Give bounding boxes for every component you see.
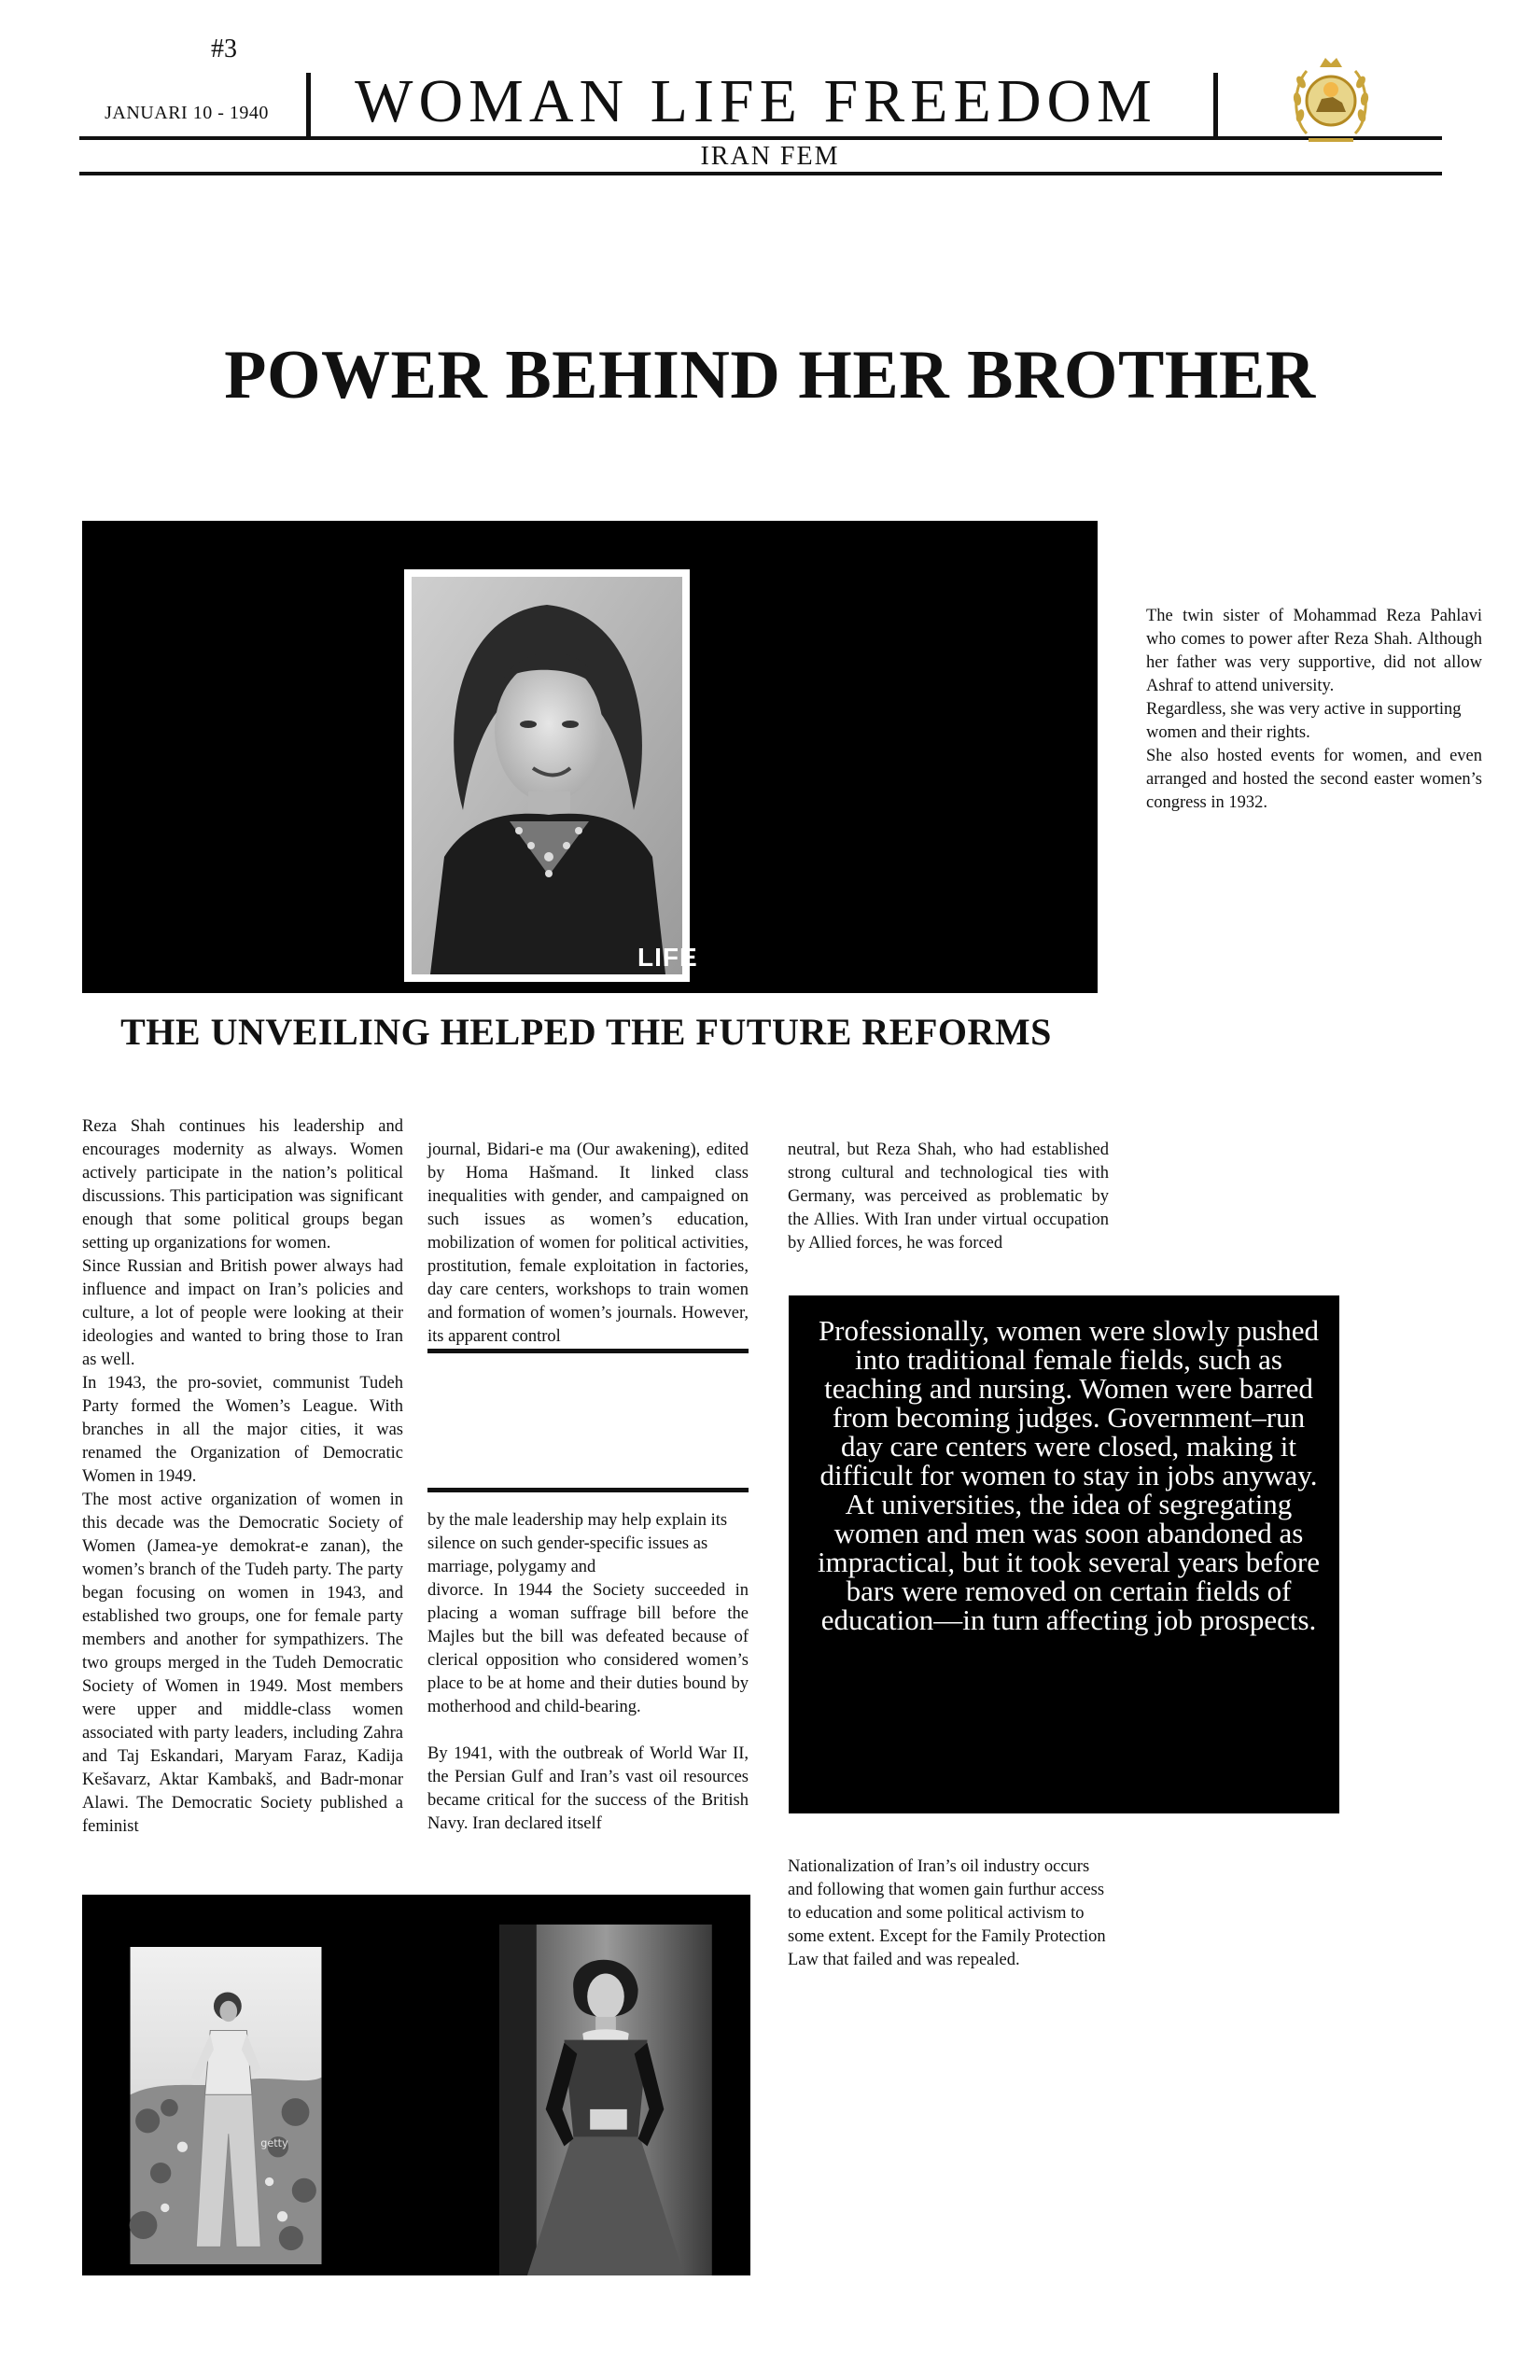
column-paragraph: Nationalization of Iran’s oil industry occurs and following that women gain furthur access to education and some political activism to some extent. Except for the Family Protection Law that failed and was repealed. <box>788 1857 1106 1969</box>
masthead-subtitle: IRAN FEM <box>700 142 840 171</box>
column-paragraph: by the male leadership may help explain its silence on such gender-specific issues as marriage, polygamy and <box>427 1511 728 1576</box>
life-watermark: LIFE <box>637 943 698 972</box>
column-paragraph: In 1943, the pro-soviet, communist Tudeh Party formed the Women’s League. With branches in all the major cities, it was renamed the Organization of Democratic Women in 1949. <box>82 1374 403 1486</box>
column-paragraph: Reza Shah continues his leadership and encourages modernity as always. Women actively participate in the nation’s political discussions. This participation was significant enough that some political groups began setting up organizations for women. <box>82 1117 403 1253</box>
bottom-photo-panel <box>82 1895 750 2275</box>
portrait-photo-frame <box>404 569 698 982</box>
article-column-2-top <box>427 1139 749 1349</box>
portrait-photo <box>412 577 682 974</box>
article-column-1 <box>82 1115 403 1839</box>
column-paragraph: journal, Bidari-e ma (Our awakening), edited by Homa Hašmand. It linked class inequalities with gender, and campaigned on such issues as women’s education, mobilization of women for political activities, prostitution, female exploitation in factories, day care centers, workshops to train women and formation of women’s journals. However, its apparent control <box>427 1141 749 1346</box>
article-column-3-bottom <box>788 1855 1109 1972</box>
column-paragraph: neutral, but Reza Shah, who had established strong cultural and technological ties with Germany, was perceived as problematic by the Allies. With Iran under virtual occupation by Allied forces, he was forced <box>788 1141 1109 1253</box>
column-rule-bottom <box>427 1488 749 1492</box>
main-headline: POWER BEHIND HER BROTHER <box>224 337 1316 413</box>
issue-number: #3 <box>211 35 237 63</box>
masthead-rule-top <box>79 136 1442 140</box>
column-paragraph: The most active organization of women in this decade was the Democratic Society of Women (Jamea-ye demokrat-e zanan), the women’s branch of the Tudeh party. The party began focusing on women in 1943, and established two groups, one for female party members and another for sympathizers. The two groups merged in the Tudeh Democratic Society of Women in 1949. Most members were upper and middle-class women associated with party leaders, including Zahra and Taj Eskandari, Maryam Faraz, Kadija Kešavarz, Aktar Kambakš, and Badr-monar Alawi. The Democratic Society published a feminist <box>82 1491 403 1836</box>
column-paragraph: Since Russian and British power always had influence and impact on Iran’s policies and culture, a lot of people were looking at their ideologies and wanted to bring those to Iran as well. <box>82 1257 403 1369</box>
caption-paragraph: Regardless, she was very active in supporting women and their rights. <box>1146 700 1462 742</box>
caption-paragraph: The twin sister of Mohammad Reza Pahlavi who comes to power after Reza Shah. Although her father was very supportive, did not allow Ashraf to attend university. <box>1146 607 1482 695</box>
photo-caption <box>1146 605 1482 815</box>
getty-watermark: getty <box>260 2137 288 2150</box>
column-rule-top <box>427 1349 749 1353</box>
lead-photo-panel <box>82 521 1098 993</box>
column-paragraph <box>427 1719 749 1743</box>
masthead-rule-bottom <box>79 172 1442 175</box>
section-subheadline: THE UNVEILING HELPED THE FUTURE REFORMS <box>120 1011 1052 1053</box>
outdoor-portrait-photo <box>123 1947 329 2264</box>
article-column-2-bottom <box>427 1509 749 1836</box>
masthead-divider-right <box>1213 73 1218 138</box>
formal-portrait-photo <box>498 1925 713 2275</box>
masthead-divider-left <box>306 73 311 138</box>
pull-quote: Professionally, women were slowly pushed into traditional female fields, such as teaching and nursing. Women were barred from becoming judges. Government–run day care centers were closed, making it difficult for women to stay in jobs anyway. At universities, the idea of segregating women and men was soon abandoned as impractical, but it took several years before bars were removed on certain fields of education—in turn affecting job prospects. <box>818 1314 1320 1636</box>
issue-date: JANUARI 10 - 1940 <box>105 103 269 123</box>
article-column-3-top <box>788 1139 1109 1255</box>
column-paragraph: By 1941, with the outbreak of World War II, the Persian Gulf and Iran’s vast oil resources became critical for the success of the British Navy. Iran declared itself <box>427 1744 749 1833</box>
caption-paragraph: She also hosted events for women, and even arranged and hosted the second easter women’s congress in 1932. <box>1146 747 1482 812</box>
column-paragraph: divorce. In 1944 the Society succeeded in placing a woman suffrage bill before the Majles but the bill was defeated because of clerical opposition who considered women’s place to be at home and their duties bound by motherhood and child-bearing. <box>427 1581 749 1716</box>
lion-and-sun-seal-icon <box>1288 54 1374 147</box>
masthead-title: WOMAN LIFE FREEDOM <box>355 67 1157 135</box>
